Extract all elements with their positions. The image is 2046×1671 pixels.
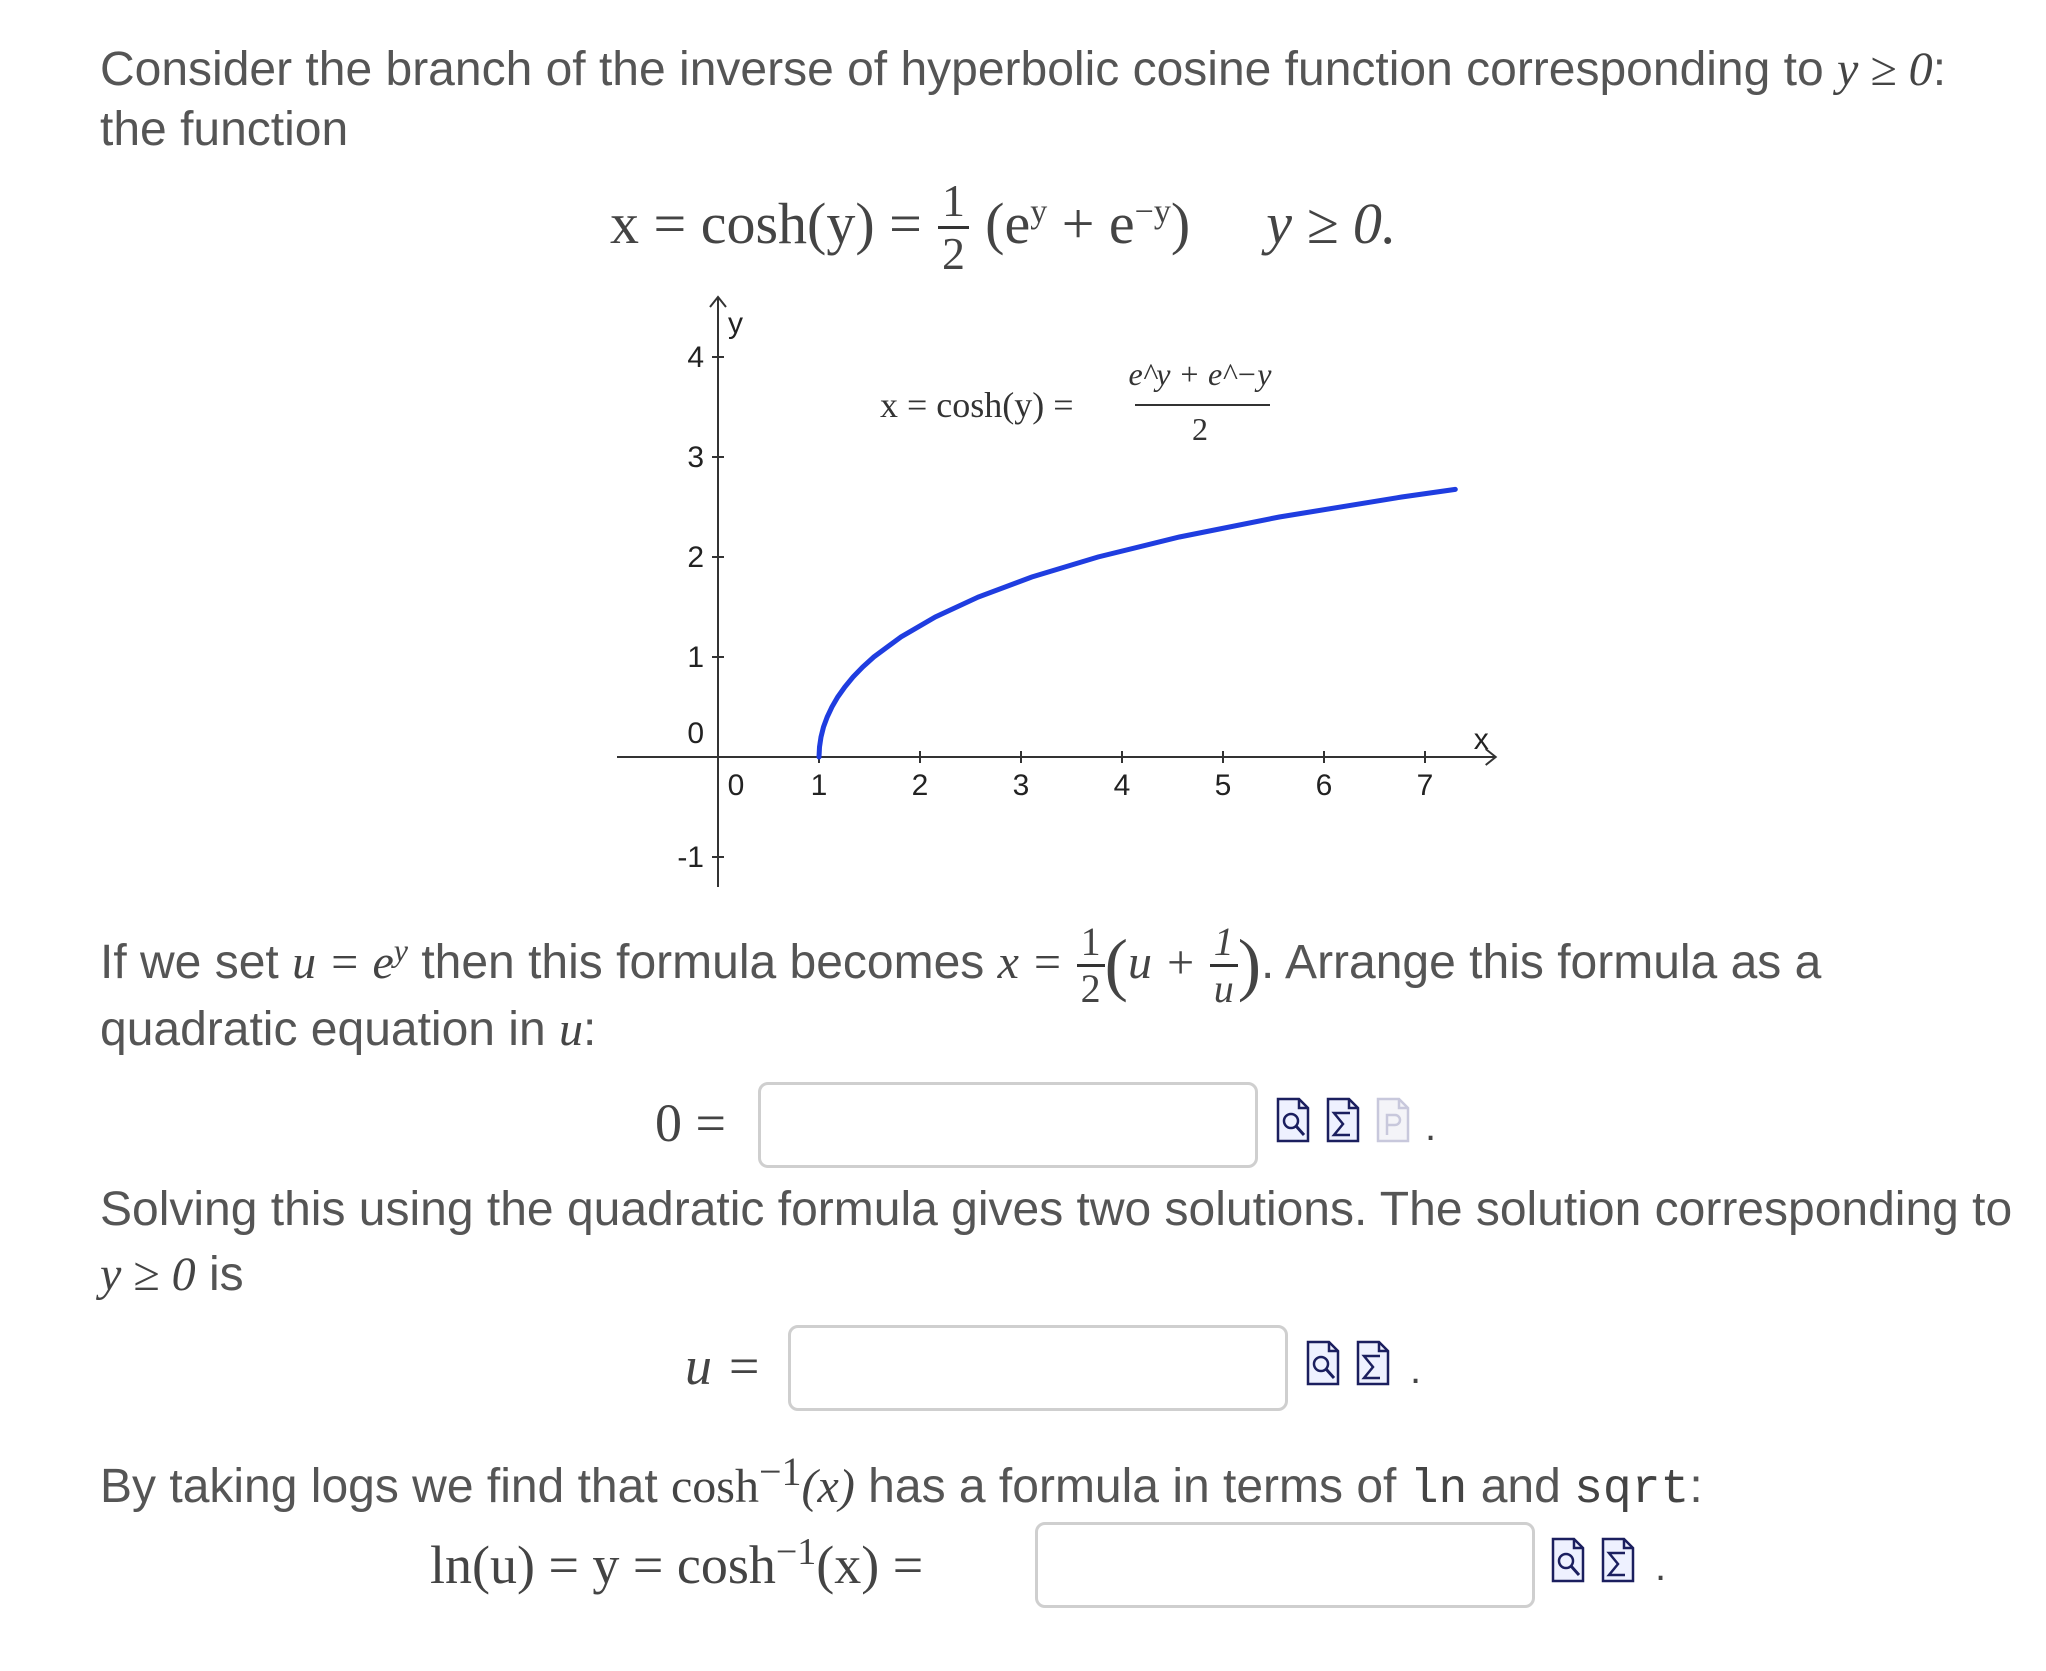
paste-icon[interactable] bbox=[1375, 1097, 1411, 1143]
graph-annotation-lhs: x = cosh(y) = bbox=[880, 385, 1074, 425]
x-tick-label: 3 bbox=[1012, 769, 1030, 802]
x-tick-label: 6 bbox=[1315, 769, 1333, 802]
y-tick-label: 4 bbox=[687, 341, 704, 374]
inverse-u-fraction: $\frac{1}{u}$ bbox=[1210, 922, 1238, 1009]
graph-svg bbox=[580, 285, 1520, 895]
x-tick-label: 1 bbox=[810, 769, 828, 802]
para3-line-1: Solving this using the quadratic formula gives two solutions. The solution corresponding to bbox=[100, 1183, 2013, 1236]
intro-line-1: Consider the branch of the inverse of hyperbolic cosine function corresponding to y ≥ 0: bbox=[100, 43, 1947, 96]
quadratic-answer-input[interactable] bbox=[758, 1082, 1258, 1168]
q3-label: $\ln(u) = y = \cosh^{-1}(x)$ = bbox=[430, 1531, 924, 1595]
x-axis-label: x bbox=[1473, 723, 1489, 756]
x-tick-label: 7 bbox=[1416, 769, 1434, 802]
y-tick-label: -1 bbox=[677, 841, 704, 874]
one-half-fraction: $\frac{1}{2}$ bbox=[938, 178, 969, 277]
para3-line-2: y ≥ 0 is bbox=[100, 1248, 244, 1301]
q1-label: 0 = bbox=[655, 1093, 726, 1153]
intro-line-2: the function bbox=[100, 103, 349, 156]
x-tick-label: 5 bbox=[1214, 769, 1232, 802]
arccosh-graph bbox=[580, 285, 1520, 900]
y-tick-label: 2 bbox=[687, 541, 704, 574]
display-equation: x = cosh(y) = $\frac{1}{2}$ $(e^y + e^{-y}) y \ge 0$. bbox=[610, 175, 1397, 279]
y-axis-label: y bbox=[728, 307, 743, 340]
q2-label: u = bbox=[685, 1336, 762, 1396]
x-tick-label: 4 bbox=[1113, 769, 1131, 802]
graph-annotation-numerator: e^y + e^−y bbox=[1128, 356, 1272, 392]
y-tick-label: 1 bbox=[687, 641, 704, 674]
y-tick-label: 0 bbox=[687, 717, 704, 750]
para2-line-1: If we set $u = e^y$ then this formula becomes x = $\frac{1}{2}$ (u + $\frac{1}{u}$ ). Arrange this formula as a bbox=[100, 918, 1822, 1011]
para2-line-2: quadratic equation in u: bbox=[100, 1003, 597, 1056]
x-tick-label: 2 bbox=[911, 769, 929, 802]
y-tick-label: 3 bbox=[687, 441, 704, 474]
para4-line: By taking logs we find that $\cosh^{-1}(x)$ has a formula in terms of ln and sqrt: bbox=[100, 1449, 1703, 1517]
x-tick-label: 0 bbox=[727, 769, 745, 802]
graph-annotation-denominator: 2 bbox=[1192, 411, 1208, 447]
q3-period: . bbox=[1655, 1545, 1667, 1589]
arccosh-answer-input[interactable] bbox=[1035, 1522, 1535, 1608]
sigma-icon[interactable] bbox=[1355, 1340, 1391, 1386]
preview-icon[interactable] bbox=[1550, 1537, 1586, 1583]
condition-math: y ≥ 0 bbox=[1837, 43, 1933, 96]
q1-period: . bbox=[1425, 1105, 1437, 1149]
u-answer-input[interactable] bbox=[788, 1325, 1288, 1411]
preview-icon[interactable] bbox=[1275, 1097, 1311, 1143]
half-fraction-inline: $\frac{1}{2}$ bbox=[1077, 922, 1105, 1009]
arccosh-curve bbox=[819, 489, 1455, 757]
sigma-icon[interactable] bbox=[1325, 1097, 1361, 1143]
preview-icon[interactable] bbox=[1305, 1340, 1341, 1386]
q2-period: . bbox=[1410, 1348, 1422, 1392]
sigma-icon[interactable] bbox=[1600, 1537, 1636, 1583]
